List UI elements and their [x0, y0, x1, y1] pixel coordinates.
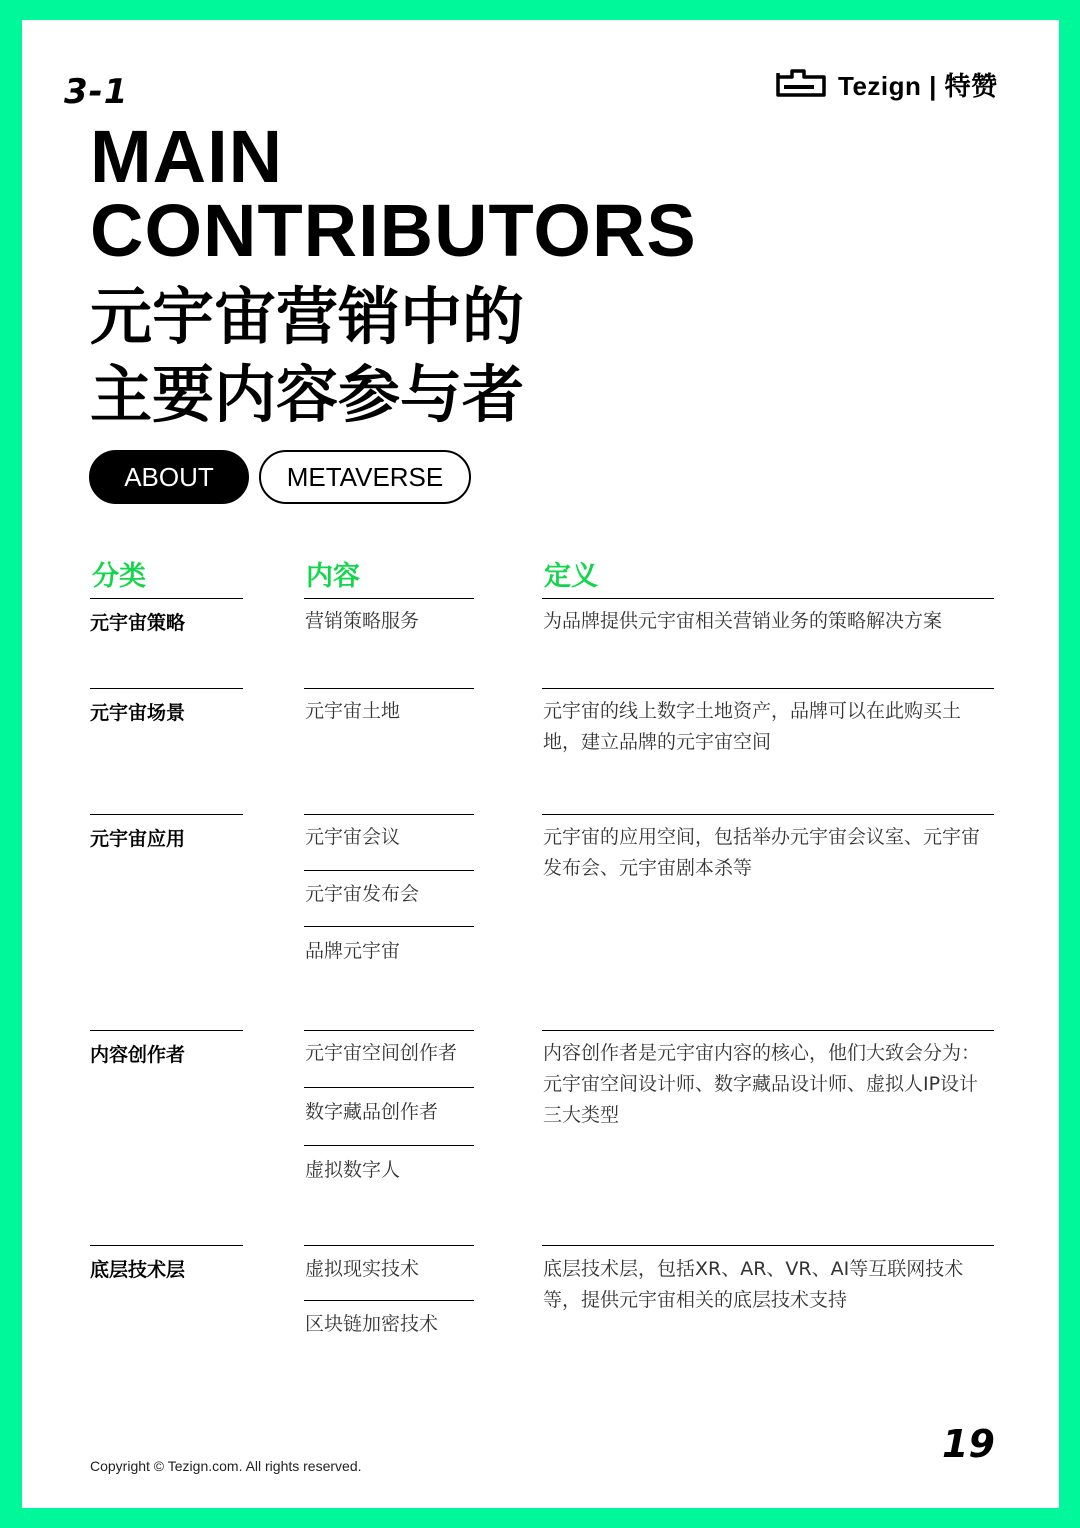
brand-logo: [774, 66, 998, 102]
row-divider: [304, 598, 474, 599]
content-divider: [304, 1145, 474, 1146]
page-number: 19: [942, 1422, 995, 1466]
brand-name: Tezign | 特赞: [838, 70, 998, 101]
tezign-logo-icon: [774, 67, 828, 101]
definition-tech: 底层技术层，包括XR、AR、VR、AI等互联网技术等，提供元宇宙相关的底层技术支持: [543, 1258, 964, 1311]
category-tech: 底层技术层: [90, 1259, 186, 1281]
title-zh-line1: 元宇宙营销中的: [90, 280, 525, 353]
content-divider: [304, 926, 474, 927]
row-divider: [304, 688, 474, 689]
row-divider: [542, 1030, 994, 1031]
category-application: 元宇宙应用: [90, 828, 186, 850]
row-divider: [90, 814, 243, 815]
definition-scene: 元宇宙的线上数字土地资产，品牌可以在此购买土地，建立品牌的元宇宙空间: [543, 700, 962, 753]
header-definition: 定义: [544, 561, 598, 592]
content-item: 元宇宙空间创作者: [305, 1042, 458, 1064]
title-zh-line2: 主要内容参与者: [90, 358, 525, 431]
page: [22, 20, 1059, 1508]
title-chinese: [90, 278, 990, 434]
content-item: 虚拟现实技术: [305, 1258, 420, 1280]
content-item: 品牌元宇宙: [305, 940, 401, 962]
content-divider: [304, 1087, 474, 1088]
row-divider: [542, 598, 994, 599]
row-divider: [542, 814, 994, 815]
content-item: 元宇宙发布会: [305, 883, 420, 905]
header-category: 分类: [92, 561, 146, 592]
definition-application: 元宇宙的应用空间，包括举办元宇宙会议室、元宇宙发布会、元宇宙剧本杀等: [543, 826, 981, 879]
content-divider: [304, 1300, 474, 1301]
row-divider: [90, 598, 243, 599]
category-strategy: 元宇宙策略: [90, 612, 186, 634]
category-scene: 元宇宙场景: [90, 702, 186, 724]
tag-about[interactable]: ABOUT: [89, 450, 249, 504]
category-creators: 内容创作者: [90, 1044, 186, 1066]
header-content: 内容: [306, 561, 360, 592]
content-item: 营销策略服务: [305, 610, 420, 632]
content-item: 元宇宙会议: [305, 826, 401, 848]
title-en-line2: CONTRIBUTORS: [90, 189, 697, 272]
row-divider: [90, 1245, 243, 1246]
content-divider: [304, 870, 474, 871]
content-item: 区块链加密技术: [305, 1313, 439, 1335]
row-divider: [542, 1245, 994, 1246]
row-divider: [304, 1245, 474, 1246]
row-divider: [90, 688, 243, 689]
section-number: 3-1: [64, 72, 129, 112]
content-item: 数字藏品创作者: [305, 1101, 439, 1123]
row-divider: [90, 1030, 243, 1031]
row-divider: [304, 1030, 474, 1031]
tag-metaverse[interactable]: METAVERSE: [259, 450, 471, 504]
content-item: 虚拟数字人: [305, 1159, 401, 1181]
title-en-line1: MAIN: [90, 115, 284, 198]
row-divider: [304, 814, 474, 815]
copyright-notice: Copyright © Tezign.com. All rights reserved.: [90, 1458, 362, 1474]
definition-creators: 内容创作者是元宇宙内容的核心，他们大致会分为：元宇宙空间设计师、数字藏品设计师、虚拟人IP设计三大类型: [543, 1042, 981, 1126]
content-item: 元宇宙土地: [305, 700, 401, 722]
row-divider: [542, 688, 994, 689]
title-english: [90, 115, 990, 272]
definition-strategy: 为品牌提供元宇宙相关营销业务的策略解决方案: [543, 610, 943, 632]
